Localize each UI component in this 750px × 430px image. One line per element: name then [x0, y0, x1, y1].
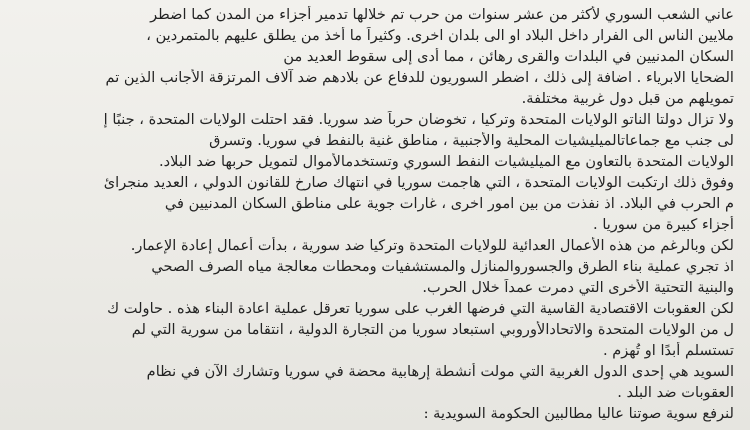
- text-line: ولا تزال دولتا الناتو الولايات المتحدة وتركيا ، تخوضان حرباً ضد سوريا. فقد احتلت الولايات المتحدة ، جنبًا إ: [103, 111, 734, 128]
- text-line: ملايين الناس الى الفرار داخل البلاد او الى بلدان اخرى. وكثيراً ما أخذ من يطلق عليهم بالمتمردين ،: [146, 27, 734, 44]
- text-line: لكن وبالرغم من هذه الأعمال العدائية للولايات المتحدة وتركيا ضد سورية ، بدأت أعمال إعادة الإعمار.: [130, 237, 734, 254]
- text-line: أجزاء كبيرة من سوريا .: [593, 216, 734, 233]
- text-line: والبنية التحتية الأخرى التي دمرت عمداً خلال الحرب.: [422, 279, 734, 296]
- text-line: لى جنب مع جماعاتالميليشيات المحلية والأجنبية ، مناطق غنية بالنفط في سوريا. وتسرق: [209, 132, 734, 149]
- text-line: السويد هي إحدى الدول الغربية التي مولت أنشطة إرهابية محضة في سوريا وتشارك الآن في نظام: [146, 363, 734, 380]
- text-line: م الحرب في البلاد. اذ نفذت من بين امور اخرى ، غارات جوية على مناطق السكان المدنيين في: [164, 195, 734, 212]
- text-line: اذ تجري عملية بناء الطرق والجسوروالمنازل والمستشفيات ومحطات معالجة مياه الصرف الصحي: [151, 258, 734, 275]
- text-line: وفوق ذلك ارتكبت الولايات المتحدة ، التي هاجمت سوريا في انتهاك صارخ للقانون الدولي ، العديد منجرائ: [103, 174, 734, 191]
- text-line: تمويلهم من قبل دول غربية مختلفة.: [521, 90, 734, 107]
- text-line: عاني الشعب السوري لأكثر من عشر سنوات من حرب تم خلالها تدمير أجزاء من المدن كما اضطر: [150, 6, 734, 23]
- text-line: ل من الولايات المتحدة والاتحادالأوروبي استبعاد سوريا من التجارة الدولية ، انتقاما من سورية التي لم: [131, 321, 734, 338]
- text-line: لكن العقوبات الاقتصادية القاسية التي فرضها الغرب على سوريا تعرقل عملية اعادة البناء هذه . حاولت ك: [107, 300, 734, 317]
- text-line: لنرفع سوية صوتنا عاليا مطالبين الحكومة السويدية :: [423, 405, 734, 422]
- text-line: العقوبات ضد البلد .: [617, 384, 734, 401]
- text-line: الولايات المتحدة بالتعاون مع الميليشيات النفط السوري وتستخدمالأموال لتمويل حربها ضد البلاد.: [158, 153, 734, 170]
- text-line: تستسلم أبدًا او تُهزم .: [602, 342, 734, 359]
- text-line: السكان المدنيين في البلدات والقرى رهائن ، مما أدى إلى سقوط العديد من: [283, 48, 734, 65]
- text-line: الضحايا الابرياء . اضافة إلى ذلك ، اضطر السوريون للدفاع عن بلادهم ضد آلاف المرتزقة الأجانب الذين تم: [105, 69, 734, 86]
